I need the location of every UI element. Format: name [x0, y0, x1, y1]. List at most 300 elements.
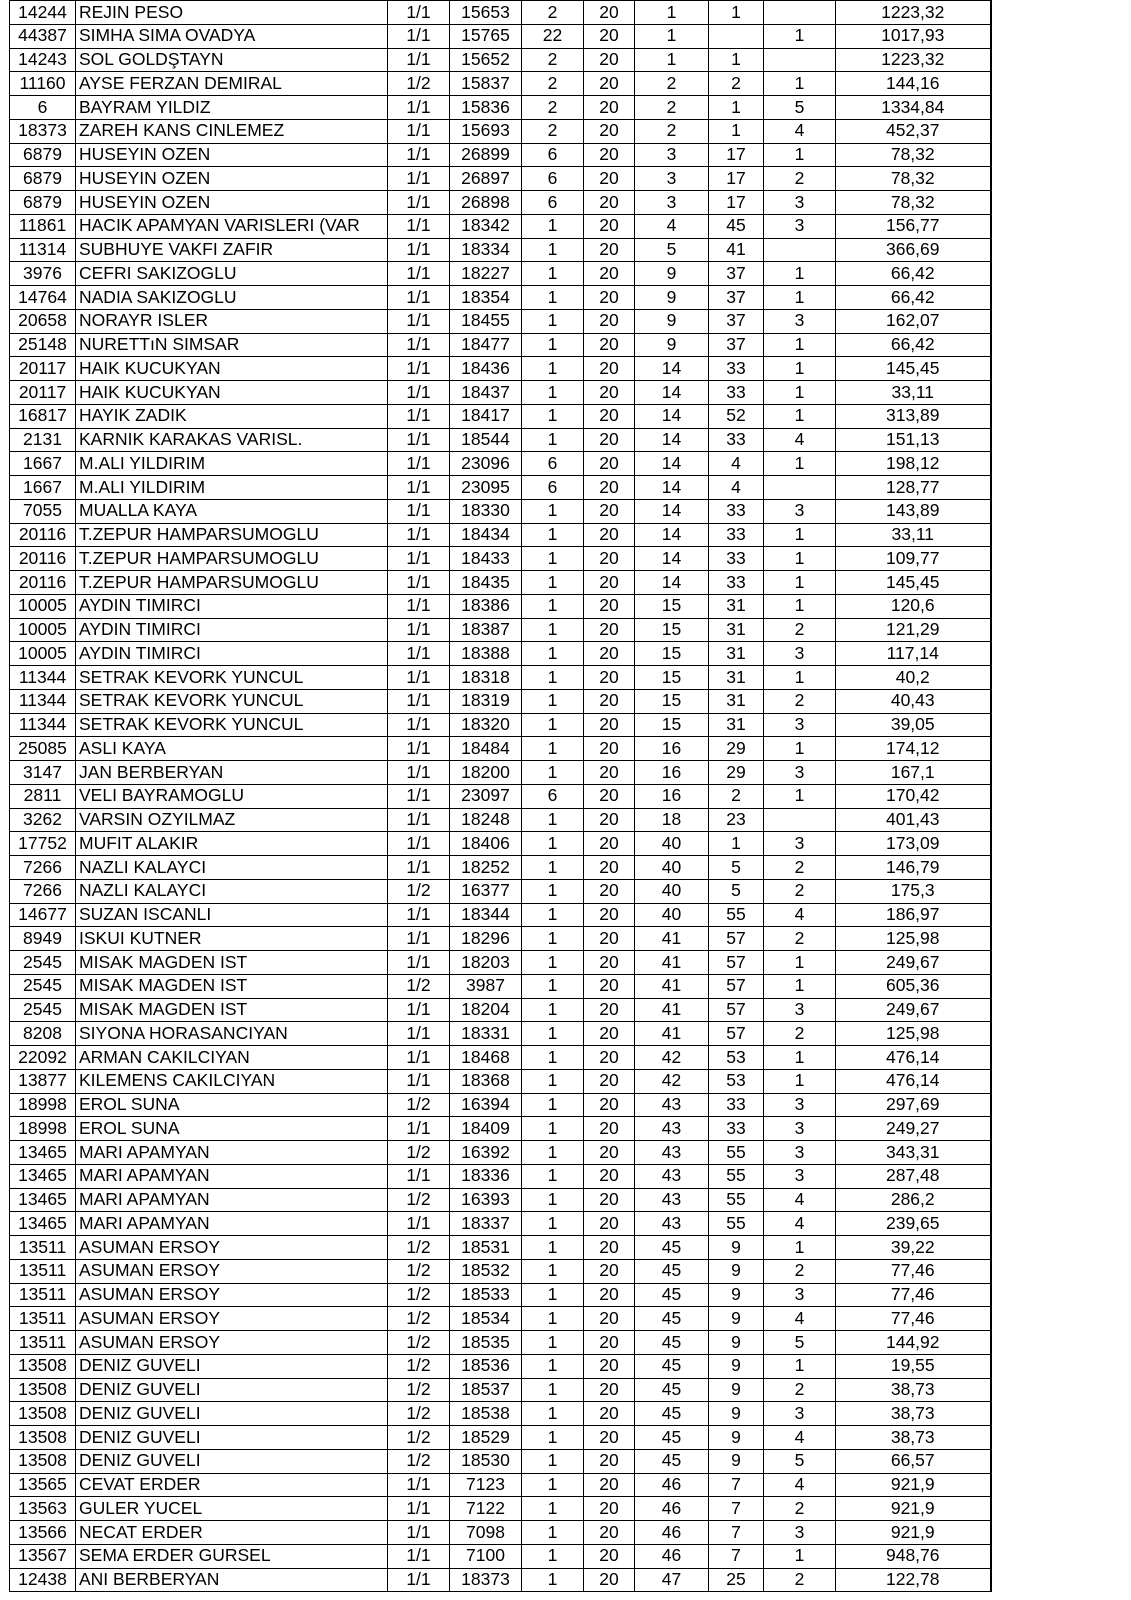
sheet-no-cell: 16 [635, 737, 709, 761]
share-cell: 1/2 [388, 72, 450, 96]
sub-no-cell: 1 [764, 523, 836, 547]
lot-no-cell: 1 [709, 832, 764, 856]
sheet-no-cell: 2 [635, 72, 709, 96]
block-code-cell: 1 [522, 879, 584, 903]
sub-no-cell: 3 [764, 214, 836, 238]
record-id-cell: 18373 [10, 119, 76, 143]
record-id-cell: 6879 [10, 143, 76, 167]
sub-no-cell: 3 [764, 499, 836, 523]
block-code-cell: 1 [522, 238, 584, 262]
share-cell: 1/1 [388, 48, 450, 72]
sheet-no-cell: 9 [635, 309, 709, 333]
owner-name-cell: MARI APAMYAN [76, 1188, 388, 1212]
block-code-cell: 1 [522, 1069, 584, 1093]
amount-cell: 38,73 [836, 1378, 991, 1402]
table-row [10, 1046, 991, 1070]
section-code-cell: 20 [584, 96, 635, 120]
record-id-cell: 11344 [10, 689, 76, 713]
table-row [10, 1069, 991, 1093]
record-id-cell: 14677 [10, 903, 76, 927]
sheet-no-cell: 15 [635, 642, 709, 666]
lot-no-cell: 7 [709, 1473, 764, 1497]
section-code-cell: 20 [584, 571, 635, 595]
section-code-cell: 20 [584, 1473, 635, 1497]
block-code-cell: 1 [522, 309, 584, 333]
parcel-no-cell: 18252 [450, 856, 522, 880]
amount-cell: 66,42 [836, 333, 991, 357]
amount-cell: 38,73 [836, 1402, 991, 1426]
sheet-no-cell: 40 [635, 903, 709, 927]
block-code-cell: 1 [522, 856, 584, 880]
record-id-cell: 14764 [10, 286, 76, 310]
share-cell: 1/1 [388, 666, 450, 690]
sheet-no-cell: 16 [635, 784, 709, 808]
share-cell: 1/1 [388, 1568, 450, 1592]
record-id-cell: 2131 [10, 428, 76, 452]
parcel-no-cell: 15652 [450, 48, 522, 72]
section-code-cell: 20 [584, 737, 635, 761]
section-code-cell: 20 [584, 713, 635, 737]
share-cell: 1/1 [388, 357, 450, 381]
block-code-cell: 1 [522, 357, 584, 381]
section-code-cell: 20 [584, 1521, 635, 1545]
share-cell: 1/2 [388, 1378, 450, 1402]
block-code-cell: 1 [522, 1426, 584, 1450]
record-id-cell: 8208 [10, 1022, 76, 1046]
sub-no-cell: 1 [764, 1069, 836, 1093]
amount-cell: 151,13 [836, 428, 991, 452]
block-code-cell: 1 [522, 1354, 584, 1378]
sheet-no-cell: 14 [635, 357, 709, 381]
sub-no-cell: 1 [764, 951, 836, 975]
amount-cell: 156,77 [836, 214, 991, 238]
record-id-cell: 44387 [10, 24, 76, 48]
record-id-cell: 13565 [10, 1473, 76, 1497]
lot-no-cell: 57 [709, 974, 764, 998]
block-code-cell: 1 [522, 1212, 584, 1236]
sub-no-cell: 3 [764, 1141, 836, 1165]
parcel-no-cell: 15837 [450, 72, 522, 96]
section-code-cell: 20 [584, 499, 635, 523]
table-row [10, 357, 991, 381]
table-row [10, 1307, 991, 1331]
share-cell: 1/1 [388, 594, 450, 618]
parcel-no-cell: 18248 [450, 808, 522, 832]
record-id-cell: 18998 [10, 1093, 76, 1117]
block-code-cell: 1 [522, 1283, 584, 1307]
owner-name-cell: KARNIK KARAKAS VARISL. [76, 428, 388, 452]
share-cell: 1/1 [388, 214, 450, 238]
section-code-cell: 20 [584, 594, 635, 618]
record-id-cell: 13465 [10, 1188, 76, 1212]
amount-cell: 33,11 [836, 523, 991, 547]
record-id-cell: 1667 [10, 476, 76, 500]
owner-name-cell: HUSEYIN OZEN [76, 191, 388, 215]
table-row [10, 689, 991, 713]
owner-name-cell: ASUMAN ERSOY [76, 1236, 388, 1260]
parcel-no-cell: 18433 [450, 547, 522, 571]
record-id-cell: 6879 [10, 167, 76, 191]
owner-name-cell: VARSIN OZYILMAZ [76, 808, 388, 832]
owner-name-cell: SUZAN ISCANLI [76, 903, 388, 927]
share-cell: 1/2 [388, 1354, 450, 1378]
share-cell: 1/1 [388, 452, 450, 476]
share-cell: 1/1 [388, 476, 450, 500]
section-code-cell: 20 [584, 761, 635, 785]
owner-name-cell: DENIZ GUVELI [76, 1354, 388, 1378]
owner-name-cell: ASUMAN ERSOY [76, 1331, 388, 1355]
section-code-cell: 20 [584, 903, 635, 927]
sheet-no-cell: 1 [635, 48, 709, 72]
block-code-cell: 1 [522, 1497, 584, 1521]
section-code-cell: 20 [584, 191, 635, 215]
block-code-cell: 1 [522, 1521, 584, 1545]
block-code-cell: 1 [522, 642, 584, 666]
lot-no-cell: 53 [709, 1046, 764, 1070]
amount-cell: 249,67 [836, 951, 991, 975]
table-row [10, 1402, 991, 1426]
section-code-cell: 20 [584, 1331, 635, 1355]
share-cell: 1/1 [388, 713, 450, 737]
record-id-cell: 25085 [10, 737, 76, 761]
parcel-no-cell: 18342 [450, 214, 522, 238]
lot-no-cell: 57 [709, 998, 764, 1022]
owner-name-cell: HACIK APAMYAN VARISLERI (VAR [76, 214, 388, 238]
block-code-cell: 1 [522, 286, 584, 310]
block-code-cell: 6 [522, 167, 584, 191]
lot-no-cell: 31 [709, 642, 764, 666]
sub-no-cell: 2 [764, 618, 836, 642]
block-code-cell: 1 [522, 594, 584, 618]
sheet-no-cell: 2 [635, 119, 709, 143]
owner-name-cell: EROL SUNA [76, 1117, 388, 1141]
table-row [10, 167, 991, 191]
sub-no-cell [764, 238, 836, 262]
section-code-cell: 20 [584, 214, 635, 238]
section-code-cell: 20 [584, 1022, 635, 1046]
section-code-cell: 20 [584, 238, 635, 262]
amount-cell: 38,73 [836, 1426, 991, 1450]
record-id-cell: 11861 [10, 214, 76, 238]
parcel-no-cell: 18535 [450, 1331, 522, 1355]
parcel-no-cell: 18296 [450, 927, 522, 951]
share-cell: 1/1 [388, 951, 450, 975]
section-code-cell: 20 [584, 1164, 635, 1188]
table-row [10, 927, 991, 951]
sheet-no-cell: 45 [635, 1236, 709, 1260]
record-id-cell: 20116 [10, 523, 76, 547]
sheet-no-cell: 45 [635, 1283, 709, 1307]
share-cell: 1/1 [388, 143, 450, 167]
lot-no-cell: 33 [709, 428, 764, 452]
parcel-no-cell: 23096 [450, 452, 522, 476]
record-id-cell: 13567 [10, 1544, 76, 1568]
owner-name-cell: SIYONA HORASANCIYAN [76, 1022, 388, 1046]
parcel-no-cell: 18544 [450, 428, 522, 452]
amount-cell: 239,65 [836, 1212, 991, 1236]
owner-name-cell: SETRAK KEVORK YUNCUL [76, 666, 388, 690]
section-code-cell: 20 [584, 1117, 635, 1141]
block-code-cell: 2 [522, 96, 584, 120]
block-code-cell: 1 [522, 1164, 584, 1188]
amount-cell: 948,76 [836, 1544, 991, 1568]
amount-cell: 249,67 [836, 998, 991, 1022]
share-cell: 1/1 [388, 784, 450, 808]
sheet-no-cell: 15 [635, 618, 709, 642]
share-cell: 1/2 [388, 1283, 450, 1307]
parcel-no-cell: 18336 [450, 1164, 522, 1188]
owner-name-cell: HUSEYIN OZEN [76, 167, 388, 191]
block-code-cell: 1 [522, 1117, 584, 1141]
owner-name-cell: CEFRI SAKIZOGLU [76, 262, 388, 286]
table-row [10, 214, 991, 238]
table-row [10, 428, 991, 452]
record-id-cell: 13508 [10, 1378, 76, 1402]
parcel-no-cell: 18531 [450, 1236, 522, 1260]
record-id-cell: 13566 [10, 1521, 76, 1545]
lot-no-cell: 9 [709, 1402, 764, 1426]
parcel-no-cell: 18530 [450, 1449, 522, 1473]
lot-no-cell: 57 [709, 927, 764, 951]
owner-name-cell: NAZLI KALAYCI [76, 879, 388, 903]
sheet-no-cell: 45 [635, 1378, 709, 1402]
table-row [10, 1426, 991, 1450]
lot-no-cell: 9 [709, 1354, 764, 1378]
section-code-cell: 20 [584, 998, 635, 1022]
block-code-cell: 6 [522, 452, 584, 476]
parcel-no-cell: 18537 [450, 1378, 522, 1402]
sub-no-cell: 1 [764, 974, 836, 998]
owner-name-cell: MARI APAMYAN [76, 1141, 388, 1165]
lot-no-cell: 4 [709, 476, 764, 500]
share-cell: 1/2 [388, 1188, 450, 1212]
parcel-no-cell: 18406 [450, 832, 522, 856]
block-code-cell: 1 [522, 761, 584, 785]
amount-cell: 66,42 [836, 262, 991, 286]
table-row [10, 1188, 991, 1212]
sheet-no-cell: 14 [635, 381, 709, 405]
parcel-no-cell: 15653 [450, 1, 522, 25]
sheet-no-cell: 43 [635, 1117, 709, 1141]
share-cell: 1/1 [388, 286, 450, 310]
lot-no-cell: 17 [709, 143, 764, 167]
table-row [10, 1331, 991, 1355]
parcel-no-cell: 18437 [450, 381, 522, 405]
record-id-cell: 13511 [10, 1236, 76, 1260]
record-id-cell: 6879 [10, 191, 76, 215]
lot-no-cell: 33 [709, 1117, 764, 1141]
sub-no-cell: 1 [764, 571, 836, 595]
section-code-cell: 20 [584, 523, 635, 547]
section-code-cell: 20 [584, 262, 635, 286]
table-row [10, 1236, 991, 1260]
sub-no-cell: 3 [764, 832, 836, 856]
share-cell: 1/1 [388, 642, 450, 666]
parcel-no-cell: 15836 [450, 96, 522, 120]
record-id-cell: 16817 [10, 404, 76, 428]
parcel-no-cell: 18417 [450, 404, 522, 428]
section-code-cell: 20 [584, 1046, 635, 1070]
amount-cell: 452,37 [836, 119, 991, 143]
lot-no-cell: 33 [709, 1093, 764, 1117]
record-id-cell: 13511 [10, 1259, 76, 1283]
share-cell: 1/1 [388, 309, 450, 333]
owner-name-cell: SETRAK KEVORK YUNCUL [76, 713, 388, 737]
sheet-no-cell: 14 [635, 547, 709, 571]
table-row [10, 571, 991, 595]
sub-no-cell: 3 [764, 1521, 836, 1545]
parcel-no-cell: 18337 [450, 1212, 522, 1236]
sub-no-cell: 1 [764, 262, 836, 286]
record-id-cell: 13877 [10, 1069, 76, 1093]
sub-no-cell: 1 [764, 666, 836, 690]
amount-cell: 343,31 [836, 1141, 991, 1165]
owner-name-cell: DENIZ GUVELI [76, 1402, 388, 1426]
share-cell: 1/2 [388, 1141, 450, 1165]
owner-name-cell: GULER YUCEL [76, 1497, 388, 1521]
owner-name-cell: SIMHA SIMA OVADYA [76, 24, 388, 48]
ledger-table [9, 0, 992, 1592]
section-code-cell: 20 [584, 1212, 635, 1236]
table-row [10, 286, 991, 310]
sub-no-cell: 3 [764, 761, 836, 785]
block-code-cell: 1 [522, 689, 584, 713]
sheet-no-cell: 14 [635, 404, 709, 428]
owner-name-cell: DENIZ GUVELI [76, 1378, 388, 1402]
block-code-cell: 1 [522, 381, 584, 405]
owner-name-cell: AYDIN TIMIRCI [76, 642, 388, 666]
table-row [10, 1022, 991, 1046]
owner-name-cell: ASUMAN ERSOY [76, 1259, 388, 1283]
sub-no-cell: 1 [764, 143, 836, 167]
block-code-cell: 6 [522, 143, 584, 167]
share-cell: 1/2 [388, 879, 450, 903]
share-cell: 1/1 [388, 1069, 450, 1093]
table-row [10, 879, 991, 903]
share-cell: 1/1 [388, 96, 450, 120]
sub-no-cell [764, 48, 836, 72]
share-cell: 1/2 [388, 1449, 450, 1473]
share-cell: 1/1 [388, 238, 450, 262]
sheet-no-cell: 45 [635, 1449, 709, 1473]
owner-name-cell: T.ZEPUR HAMPARSUMOGLU [76, 547, 388, 571]
block-code-cell: 1 [522, 951, 584, 975]
owner-name-cell: DENIZ GUVELI [76, 1426, 388, 1450]
record-id-cell: 13508 [10, 1354, 76, 1378]
amount-cell: 175,3 [836, 879, 991, 903]
record-id-cell: 25148 [10, 333, 76, 357]
parcel-no-cell: 7123 [450, 1473, 522, 1497]
record-id-cell: 3262 [10, 808, 76, 832]
sub-no-cell: 3 [764, 309, 836, 333]
amount-cell: 287,48 [836, 1164, 991, 1188]
amount-cell: 66,42 [836, 286, 991, 310]
block-code-cell: 6 [522, 784, 584, 808]
parcel-no-cell: 18409 [450, 1117, 522, 1141]
lot-no-cell: 37 [709, 309, 764, 333]
sub-no-cell: 2 [764, 1568, 836, 1592]
block-code-cell: 6 [522, 476, 584, 500]
share-cell: 1/1 [388, 808, 450, 832]
sub-no-cell: 3 [764, 1402, 836, 1426]
block-code-cell: 1 [522, 903, 584, 927]
table-row [10, 476, 991, 500]
sub-no-cell: 1 [764, 1354, 836, 1378]
sub-no-cell: 5 [764, 96, 836, 120]
share-cell: 1/1 [388, 499, 450, 523]
section-code-cell: 20 [584, 927, 635, 951]
table-row [10, 1354, 991, 1378]
share-cell: 1/1 [388, 689, 450, 713]
share-cell: 1/2 [388, 1331, 450, 1355]
lot-no-cell: 55 [709, 1164, 764, 1188]
record-id-cell: 13511 [10, 1331, 76, 1355]
record-id-cell: 13563 [10, 1497, 76, 1521]
lot-no-cell: 55 [709, 903, 764, 927]
amount-cell: 174,12 [836, 737, 991, 761]
parcel-no-cell: 18334 [450, 238, 522, 262]
block-code-cell: 1 [522, 1378, 584, 1402]
record-id-cell: 20116 [10, 547, 76, 571]
sheet-no-cell: 3 [635, 143, 709, 167]
parcel-no-cell: 18538 [450, 1402, 522, 1426]
lot-no-cell: 31 [709, 594, 764, 618]
owner-name-cell: MARI APAMYAN [76, 1212, 388, 1236]
owner-name-cell: NURETTıN SIMSAR [76, 333, 388, 357]
table-row [10, 333, 991, 357]
record-id-cell: 2545 [10, 951, 76, 975]
lot-no-cell: 29 [709, 761, 764, 785]
record-id-cell: 13508 [10, 1449, 76, 1473]
owner-name-cell: AYDIN TIMIRCI [76, 594, 388, 618]
table-row [10, 119, 991, 143]
owner-name-cell: SETRAK KEVORK YUNCUL [76, 689, 388, 713]
lot-no-cell: 37 [709, 333, 764, 357]
sheet-no-cell: 14 [635, 452, 709, 476]
block-code-cell: 1 [522, 571, 584, 595]
lot-no-cell: 55 [709, 1188, 764, 1212]
amount-cell: 146,79 [836, 856, 991, 880]
parcel-no-cell: 18484 [450, 737, 522, 761]
amount-cell: 173,09 [836, 832, 991, 856]
owner-name-cell: MISAK MAGDEN IST [76, 951, 388, 975]
owner-name-cell: T.ZEPUR HAMPARSUMOGLU [76, 523, 388, 547]
lot-no-cell: 31 [709, 618, 764, 642]
table-row [10, 1259, 991, 1283]
parcel-no-cell: 16394 [450, 1093, 522, 1117]
amount-cell: 286,2 [836, 1188, 991, 1212]
table-row [10, 1568, 991, 1592]
amount-cell: 921,9 [836, 1521, 991, 1545]
owner-name-cell: HAIK KUCUKYAN [76, 357, 388, 381]
sub-no-cell: 1 [764, 452, 836, 476]
amount-cell: 39,22 [836, 1236, 991, 1260]
share-cell: 1/1 [388, 1022, 450, 1046]
table-row [10, 1, 991, 25]
lot-no-cell: 7 [709, 1521, 764, 1545]
section-code-cell: 20 [584, 1188, 635, 1212]
sub-no-cell: 3 [764, 191, 836, 215]
sheet-no-cell: 14 [635, 499, 709, 523]
section-code-cell: 20 [584, 428, 635, 452]
owner-name-cell: ASUMAN ERSOY [76, 1283, 388, 1307]
lot-no-cell: 7 [709, 1497, 764, 1521]
parcel-no-cell: 18373 [450, 1568, 522, 1592]
amount-cell: 1223,32 [836, 1, 991, 25]
sheet-no-cell: 16 [635, 761, 709, 785]
lot-no-cell: 9 [709, 1449, 764, 1473]
owner-name-cell: NADIA SAKIZOGLU [76, 286, 388, 310]
